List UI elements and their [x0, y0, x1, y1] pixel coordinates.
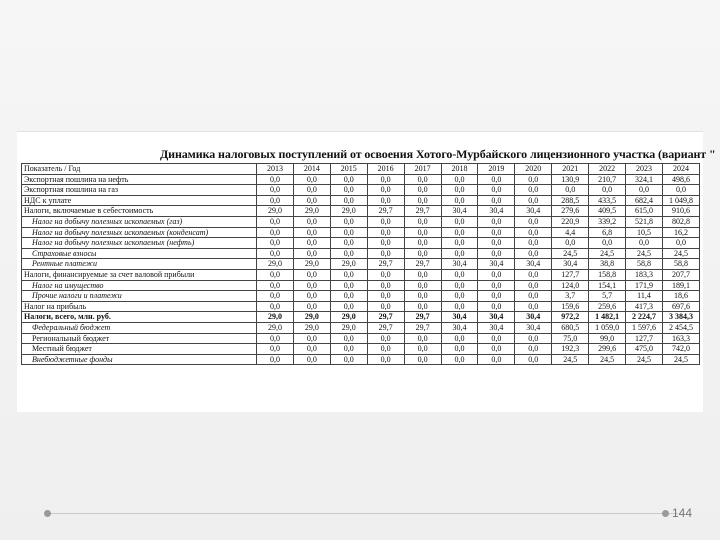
table-cell: 742,0: [662, 344, 699, 355]
table-cell: 30,4: [515, 206, 552, 217]
table-row: [22, 269, 700, 280]
table-cell: 183,3: [626, 269, 663, 280]
table-cell: 972,2: [552, 312, 589, 323]
table-cell: 0,0: [330, 174, 367, 185]
table-cell: 0,0: [441, 344, 478, 355]
table-cell: 0,0: [330, 185, 367, 196]
table-cell: 29,0: [257, 206, 294, 217]
table-cell: 0,0: [293, 301, 330, 312]
table-row: [22, 185, 700, 196]
table-cell: 0,0: [515, 291, 552, 302]
table-cell: 0,0: [293, 174, 330, 185]
table-cell: 0,0: [626, 185, 663, 196]
footer-divider: [48, 513, 678, 514]
table-cell: 0,0: [478, 344, 515, 355]
table-cell: 171,9: [626, 280, 663, 291]
header-year: 2018: [441, 164, 478, 175]
table-cell: 0,0: [257, 291, 294, 302]
table-cell: 0,0: [257, 216, 294, 227]
table-cell: 0,0: [330, 291, 367, 302]
table-cell: 29,0: [330, 259, 367, 270]
table-row: [22, 291, 700, 302]
table-cell: 29,0: [293, 259, 330, 270]
table-cell: 0,0: [515, 269, 552, 280]
table-cell: 0,0: [478, 195, 515, 206]
table-cell: 29,0: [293, 322, 330, 333]
row-label: Страховые взносы: [22, 248, 257, 259]
table-cell: 1 597,6: [626, 322, 663, 333]
table-row: [22, 312, 700, 323]
table-cell: 0,0: [662, 185, 699, 196]
table-cell: 0,0: [257, 238, 294, 249]
table-row: [22, 322, 700, 333]
row-label: Рентные платежи: [22, 259, 257, 270]
table-cell: 0,0: [441, 185, 478, 196]
header-year: 2021: [552, 164, 589, 175]
table-cell: 16,2: [662, 227, 699, 238]
header-year: 2019: [478, 164, 515, 175]
table-cell: 0,0: [257, 280, 294, 291]
table-cell: 0,0: [404, 195, 441, 206]
table-cell: 0,0: [441, 291, 478, 302]
table-cell: 0,0: [293, 227, 330, 238]
table-row: [22, 333, 700, 344]
table-cell: 30,4: [515, 259, 552, 270]
table-cell: 0,0: [293, 248, 330, 259]
table-cell: 0,0: [257, 333, 294, 344]
table-cell: 0,0: [404, 216, 441, 227]
table-cell: 0,0: [441, 216, 478, 227]
table-cell: 158,8: [589, 269, 626, 280]
row-label: Налог на добычу полезных ископаемых (конденсат): [22, 227, 257, 238]
table-cell: 0,0: [330, 227, 367, 238]
table-cell: 0,0: [257, 269, 294, 280]
table-body: [22, 174, 700, 365]
table-cell: 0,0: [293, 216, 330, 227]
table-cell: 680,5: [552, 322, 589, 333]
table-cell: 154,1: [589, 280, 626, 291]
table-cell: 0,0: [404, 344, 441, 355]
table-cell: 29,7: [404, 322, 441, 333]
table-cell: 0,0: [478, 174, 515, 185]
table-row: [22, 344, 700, 355]
row-label: Налоги, включаемые в себестоимость: [22, 206, 257, 217]
table-cell: 521,8: [626, 216, 663, 227]
table-cell: 220,9: [552, 216, 589, 227]
row-label: Налоги, финансируемые за счет валовой прибыли: [22, 269, 257, 280]
table-cell: 3,7: [552, 291, 589, 302]
footer-left-dot: [44, 510, 51, 517]
table-cell: 0,0: [515, 248, 552, 259]
table-cell: 1 059,0: [589, 322, 626, 333]
row-label: Экспортная пошлина на газ: [22, 185, 257, 196]
table-row: [22, 227, 700, 238]
table-cell: 475,0: [626, 344, 663, 355]
row-label: НДС к уплате: [22, 195, 257, 206]
table-cell: 0,0: [367, 174, 404, 185]
table-cell: 615,0: [626, 206, 663, 217]
table-cell: 0,0: [478, 269, 515, 280]
table-cell: 24,5: [662, 248, 699, 259]
table-title: Динамика налоговых поступлений от освоения Хотого-Мурбайского лицензионного участка (вариант ": [160, 147, 716, 161]
table-cell: 6,8: [589, 227, 626, 238]
table-cell: 324,1: [626, 174, 663, 185]
table-cell: 0,0: [478, 333, 515, 344]
table-cell: 802,8: [662, 216, 699, 227]
table-cell: 0,0: [441, 195, 478, 206]
header-year: 2017: [404, 164, 441, 175]
table-cell: 682,4: [626, 195, 663, 206]
table-cell: 30,4: [552, 259, 589, 270]
table-cell: 0,0: [257, 195, 294, 206]
table-cell: 0,0: [367, 354, 404, 365]
table-cell: 192,3: [552, 344, 589, 355]
table-cell: 0,0: [478, 291, 515, 302]
table-cell: 0,0: [257, 301, 294, 312]
table-cell: 29,0: [293, 312, 330, 323]
table-cell: 433,5: [589, 195, 626, 206]
table-cell: 0,0: [257, 248, 294, 259]
table-cell: 0,0: [367, 280, 404, 291]
header-year: 2020: [515, 164, 552, 175]
table-cell: 30,4: [478, 206, 515, 217]
table-row: [22, 354, 700, 365]
row-label: Прочие налоги и платежи: [22, 291, 257, 302]
table-cell: 409,5: [589, 206, 626, 217]
table-cell: 0,0: [330, 354, 367, 365]
table-cell: 5,7: [589, 291, 626, 302]
table-cell: 2 454,5: [662, 322, 699, 333]
table-cell: 29,0: [257, 259, 294, 270]
table-cell: 0,0: [589, 185, 626, 196]
table-cell: 0,0: [367, 344, 404, 355]
row-label: Федеральный бюджет: [22, 322, 257, 333]
table-cell: 0,0: [478, 301, 515, 312]
header-year: 2015: [330, 164, 367, 175]
table-cell: 0,0: [293, 269, 330, 280]
table-cell: 0,0: [293, 238, 330, 249]
table-cell: 0,0: [404, 174, 441, 185]
table-cell: 29,0: [257, 322, 294, 333]
table-cell: 0,0: [330, 301, 367, 312]
table-row: [22, 238, 700, 249]
row-label: Внебюджетные фонды: [22, 354, 257, 365]
table-cell: 0,0: [441, 269, 478, 280]
table-cell: 207,7: [662, 269, 699, 280]
table-cell: 910,6: [662, 206, 699, 217]
table-cell: 498,6: [662, 174, 699, 185]
table-cell: 0,0: [515, 238, 552, 249]
table-cell: 30,4: [478, 322, 515, 333]
table-cell: 30,4: [441, 312, 478, 323]
table-cell: 24,5: [662, 354, 699, 365]
table-cell: 0,0: [257, 227, 294, 238]
table-cell: 0,0: [367, 185, 404, 196]
table-cell: 0,0: [441, 280, 478, 291]
table-cell: 0,0: [404, 354, 441, 365]
table-cell: 299,6: [589, 344, 626, 355]
table-cell: 58,8: [626, 259, 663, 270]
table-cell: 0,0: [404, 301, 441, 312]
table-cell: 24,5: [589, 248, 626, 259]
header-label: Показатель / Год: [22, 164, 257, 175]
table-cell: 0,0: [367, 269, 404, 280]
table-cell: 0,0: [404, 227, 441, 238]
table-cell: 1 482,1: [589, 312, 626, 323]
table-cell: 24,5: [626, 248, 663, 259]
table-cell: 29,7: [367, 312, 404, 323]
table-cell: 29,7: [404, 312, 441, 323]
table-cell: 0,0: [478, 248, 515, 259]
table-cell: 30,4: [441, 206, 478, 217]
table-cell: 29,7: [367, 206, 404, 217]
table-cell: 0,0: [293, 354, 330, 365]
table-row: [22, 174, 700, 185]
row-label: Налог на добычу полезных ископаемых (газ): [22, 216, 257, 227]
header-year: 2014: [293, 164, 330, 175]
table-cell: 189,1: [662, 280, 699, 291]
table-cell: 0,0: [367, 195, 404, 206]
table-cell: 0,0: [330, 216, 367, 227]
table-cell: 0,0: [626, 238, 663, 249]
table-cell: 0,0: [515, 280, 552, 291]
table-row: [22, 280, 700, 291]
table-cell: 0,0: [404, 185, 441, 196]
table-cell: 0,0: [330, 269, 367, 280]
table-cell: 24,5: [589, 354, 626, 365]
table-cell: 2 224,7: [626, 312, 663, 323]
table-cell: 130,9: [552, 174, 589, 185]
table-cell: 339,2: [589, 216, 626, 227]
table-cell: 29,7: [367, 259, 404, 270]
table-cell: 0,0: [367, 333, 404, 344]
table-cell: 0,0: [478, 280, 515, 291]
table-cell: 0,0: [293, 344, 330, 355]
table-cell: 0,0: [293, 195, 330, 206]
table-cell: 29,0: [293, 206, 330, 217]
table-cell: 0,0: [330, 238, 367, 249]
table-cell: 0,0: [478, 185, 515, 196]
table-row: [22, 195, 700, 206]
table-cell: 159,6: [552, 301, 589, 312]
header-year: 2013: [257, 164, 294, 175]
table-header-row: [22, 164, 700, 175]
header-year: 2016: [367, 164, 404, 175]
table-cell: 29,7: [367, 322, 404, 333]
table-cell: 0,0: [330, 195, 367, 206]
table-cell: 30,4: [478, 312, 515, 323]
table-row: [22, 301, 700, 312]
table-cell: 0,0: [515, 344, 552, 355]
table-cell: 0,0: [515, 333, 552, 344]
table-cell: 29,0: [330, 206, 367, 217]
table-cell: 127,7: [552, 269, 589, 280]
table-cell: 38,8: [589, 259, 626, 270]
table-cell: 0,0: [257, 344, 294, 355]
row-label: Налог на прибыль: [22, 301, 257, 312]
table-cell: 24,5: [552, 248, 589, 259]
table-cell: 4,4: [552, 227, 589, 238]
table-cell: 11,4: [626, 291, 663, 302]
table-cell: 0,0: [515, 354, 552, 365]
table-cell: 0,0: [367, 248, 404, 259]
row-label: Региональный бюджет: [22, 333, 257, 344]
table-cell: 0,0: [293, 185, 330, 196]
table-cell: 0,0: [441, 354, 478, 365]
table-cell: 0,0: [441, 238, 478, 249]
table-cell: 0,0: [404, 248, 441, 259]
table-cell: 0,0: [404, 269, 441, 280]
table-cell: 0,0: [293, 291, 330, 302]
row-label: Налог на добычу полезных ископаемых (нефть): [22, 238, 257, 249]
table-cell: 210,7: [589, 174, 626, 185]
table-row: [22, 216, 700, 227]
table-cell: 0,0: [404, 238, 441, 249]
table-cell: 0,0: [293, 333, 330, 344]
table-cell: 75,0: [552, 333, 589, 344]
table-cell: 0,0: [478, 216, 515, 227]
table-cell: 29,0: [330, 322, 367, 333]
table-cell: 30,4: [441, 322, 478, 333]
row-label: Местный бюджет: [22, 344, 257, 355]
header-year: 2022: [589, 164, 626, 175]
table-cell: 0,0: [367, 291, 404, 302]
row-label: Налоги, всего, млн. руб.: [22, 312, 257, 323]
table-cell: 24,5: [552, 354, 589, 365]
table-cell: 0,0: [404, 333, 441, 344]
table-cell: 0,0: [478, 354, 515, 365]
table-cell: 0,0: [441, 174, 478, 185]
table-cell: 0,0: [330, 248, 367, 259]
table-cell: 10,5: [626, 227, 663, 238]
table-cell: 0,0: [515, 174, 552, 185]
table-cell: 1 049,8: [662, 195, 699, 206]
row-label: Экспортная пошлина на нефть: [22, 174, 257, 185]
table-cell: 29,7: [404, 206, 441, 217]
table-cell: 0,0: [257, 354, 294, 365]
table-cell: 30,4: [515, 322, 552, 333]
header-year: 2023: [626, 164, 663, 175]
table-cell: 0,0: [257, 185, 294, 196]
table-cell: 0,0: [478, 227, 515, 238]
table-cell: 29,0: [330, 312, 367, 323]
table-cell: 0,0: [515, 227, 552, 238]
table-cell: 99,0: [589, 333, 626, 344]
table-cell: 0,0: [330, 280, 367, 291]
footer-right-dot: [662, 510, 669, 517]
table-cell: 697,6: [662, 301, 699, 312]
table-cell: 30,4: [441, 259, 478, 270]
table-cell: 0,0: [552, 238, 589, 249]
page-number: 144: [672, 506, 693, 520]
table-cell: 259,6: [589, 301, 626, 312]
table-cell: 0,0: [662, 238, 699, 249]
table-cell: 0,0: [515, 216, 552, 227]
table-cell: 0,0: [257, 174, 294, 185]
table-cell: 0,0: [367, 238, 404, 249]
table-cell: 30,4: [515, 312, 552, 323]
table-cell: 0,0: [441, 227, 478, 238]
table-cell: 0,0: [330, 344, 367, 355]
table-cell: 0,0: [441, 333, 478, 344]
table-cell: 417,3: [626, 301, 663, 312]
row-label: Налог на имущество: [22, 280, 257, 291]
table-cell: 29,0: [257, 312, 294, 323]
table-cell: 3 384,3: [662, 312, 699, 323]
table-cell: 30,4: [478, 259, 515, 270]
table-cell: 58,8: [662, 259, 699, 270]
table-cell: 0,0: [515, 301, 552, 312]
table-cell: 127,7: [626, 333, 663, 344]
table-cell: 0,0: [330, 333, 367, 344]
table-cell: 0,0: [515, 195, 552, 206]
table-row: [22, 248, 700, 259]
table-cell: 0,0: [367, 301, 404, 312]
table-cell: 0,0: [552, 185, 589, 196]
tax-revenue-table: [21, 163, 700, 365]
table-cell: 0,0: [404, 280, 441, 291]
table-cell: 288,5: [552, 195, 589, 206]
table-row: [22, 206, 700, 217]
header-year: 2024: [662, 164, 699, 175]
table-cell: 0,0: [367, 216, 404, 227]
table-cell: 24,5: [626, 354, 663, 365]
table-cell: 0,0: [515, 185, 552, 196]
table-cell: 0,0: [441, 301, 478, 312]
table-cell: 0,0: [441, 248, 478, 259]
table-cell: 163,3: [662, 333, 699, 344]
table-row: [22, 259, 700, 270]
table-cell: 0,0: [589, 238, 626, 249]
table-cell: 18,6: [662, 291, 699, 302]
table-cell: 0,0: [293, 280, 330, 291]
table-cell: 0,0: [478, 238, 515, 249]
table-cell: 124,0: [552, 280, 589, 291]
table-cell: 29,7: [404, 259, 441, 270]
table-cell: 279,6: [552, 206, 589, 217]
table-cell: 0,0: [404, 291, 441, 302]
table-cell: 0,0: [367, 227, 404, 238]
